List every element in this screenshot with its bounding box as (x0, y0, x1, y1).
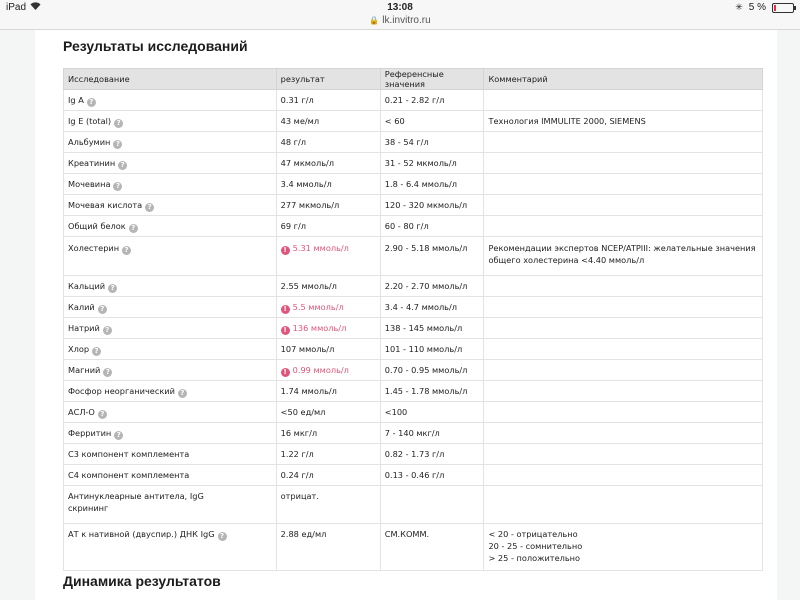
table-row (64, 465, 763, 486)
table-row (64, 486, 763, 524)
reference-cell: 101 - 110 ммоль/л (380, 339, 484, 360)
exclamation-icon: ! (281, 326, 290, 335)
reference-cell: 138 - 145 ммоль/л (380, 318, 484, 339)
test-name: АТ к нативной (двуспир.) ДНК IgG ? (64, 524, 277, 571)
comment-cell (484, 381, 763, 402)
table-row (64, 381, 763, 402)
comment-cell (484, 174, 763, 195)
comment-cell (484, 360, 763, 381)
test-name: С4 компонент комплемента (64, 465, 277, 486)
question-icon[interactable]: ? (87, 98, 96, 107)
result-cell: 107 ммоль/л (276, 339, 380, 360)
comment-cell (484, 402, 763, 423)
table-row (64, 195, 763, 216)
comment-cell (484, 423, 763, 444)
test-name: Калий ? (64, 297, 277, 318)
reference-cell: 31 - 52 мкмоль/л (380, 153, 484, 174)
comment-cell (484, 444, 763, 465)
reference-cell: <100 (380, 402, 484, 423)
table-row (64, 297, 763, 318)
reference-cell: 0.70 - 0.95 ммоль/л (380, 360, 484, 381)
comment-line: > 25 - положительно (488, 553, 581, 563)
reference-cell: 0.82 - 1.73 г/л (380, 444, 484, 465)
reference-cell: 120 - 320 мкмоль/л (380, 195, 484, 216)
test-name: Альбумин ? (64, 132, 277, 153)
comment-cell (484, 276, 763, 297)
question-icon[interactable]: ? (98, 410, 107, 419)
comment-cell (484, 132, 763, 153)
table-row (64, 402, 763, 423)
table-header-row (64, 69, 763, 90)
comment-cell (484, 195, 763, 216)
page-content (35, 30, 777, 600)
test-name: Кальций ? (64, 276, 277, 297)
reference-cell: 1.8 - 6.4 ммоль/л (380, 174, 484, 195)
reference-cell: СМ.КОММ. (380, 524, 484, 571)
address-bar[interactable] (0, 15, 800, 30)
question-icon[interactable]: ? (114, 119, 123, 128)
reference-cell: < 60 (380, 111, 484, 132)
result-cell: 48 г/л (276, 132, 380, 153)
lock-icon: 🔒 (369, 16, 380, 25)
question-icon[interactable]: ? (92, 347, 101, 356)
test-name: АСЛ-О ? (64, 402, 277, 423)
result-cell: 1.22 г/л (276, 444, 380, 465)
section-title-dynamics: Динамика результатов (63, 573, 221, 589)
test-name: Антинуклеарные антитела, IgG скрининг (64, 486, 277, 524)
reference-cell: 60 - 80 г/л (380, 216, 484, 237)
test-name: Хлор ? (64, 339, 277, 360)
question-icon[interactable]: ? (122, 246, 131, 255)
comment-cell (484, 486, 763, 524)
question-icon[interactable]: ? (113, 140, 122, 149)
comment-line: < 20 - отрицательно (488, 529, 578, 539)
reference-cell: 1.45 - 1.78 ммоль/л (380, 381, 484, 402)
test-name: Магний ? (64, 360, 277, 381)
reference-cell: 7 - 140 мкг/л (380, 423, 484, 444)
table-row (64, 423, 763, 444)
battery-icon (772, 3, 794, 13)
comment-cell (484, 339, 763, 360)
test-name: Креатинин ? (64, 153, 277, 174)
question-icon[interactable]: ? (113, 182, 122, 191)
test-name: Фосфор неорганический ? (64, 381, 277, 402)
test-name: Натрий ? (64, 318, 277, 339)
question-icon[interactable]: ? (98, 305, 107, 314)
header-result: результат (276, 69, 380, 90)
result-cell: 0.24 г/л (276, 465, 380, 486)
status-bar (0, 0, 800, 15)
exclamation-icon: ! (281, 305, 290, 314)
result-cell: <50 ед/мл (276, 402, 380, 423)
reference-cell: 38 - 54 г/л (380, 132, 484, 153)
result-cell: 3.4 ммоль/л (276, 174, 380, 195)
reference-cell: 2.20 - 2.70 ммоль/л (380, 276, 484, 297)
comment-cell (484, 524, 763, 571)
table-row (64, 524, 763, 571)
table-row (64, 339, 763, 360)
result-cell: 43 ме/мл (276, 111, 380, 132)
test-name: Общий белок ? (64, 216, 277, 237)
comment-cell (484, 318, 763, 339)
bluetooth-icon: ✳ (735, 2, 743, 12)
comment-cell: Рекомендации экспертов NCEP/ATPIII: желательные значения общего холестерина <4.40 ммоль/л (484, 237, 763, 276)
header-comment: Комментарий (484, 69, 763, 90)
comment-cell (484, 465, 763, 486)
result-cell: 47 мкмоль/л (276, 153, 380, 174)
url-text: lk.invitro.ru (382, 15, 431, 26)
reference-cell: 0.21 - 2.82 г/л (380, 90, 484, 111)
table-row (64, 174, 763, 195)
test-name: Ферритин ? (64, 423, 277, 444)
comment-cell (484, 297, 763, 318)
clock: 13:08 (387, 2, 413, 13)
test-name: С3 компонент комплемента (64, 444, 277, 465)
results-table (63, 68, 763, 571)
device-name: iPad (6, 2, 27, 13)
table-row (64, 318, 763, 339)
result-cell-abnormal: ! 5.31 ммоль/л (276, 237, 380, 276)
question-icon[interactable]: ? (103, 326, 112, 335)
result-cell: 69 г/л (276, 216, 380, 237)
result-cell-abnormal: ! 136 ммоль/л (276, 318, 380, 339)
header-test: Исследование (64, 69, 277, 90)
battery-percent: 5 % (748, 2, 766, 13)
result-cell: отрицат. (276, 486, 380, 524)
result-cell: 16 мкг/л (276, 423, 380, 444)
reference-cell: 3.4 - 4.7 ммоль/л (380, 297, 484, 318)
question-icon[interactable]: ? (103, 368, 112, 377)
table-row (64, 276, 763, 297)
question-icon[interactable]: ? (145, 203, 154, 212)
question-icon[interactable]: ? (218, 532, 227, 541)
table-row (64, 444, 763, 465)
test-name: Холестерин ? (64, 237, 277, 276)
reference-cell: 2.90 - 5.18 ммоль/л (380, 237, 484, 276)
comment-cell: Технология IMMULITE 2000, SIEMENS (484, 111, 763, 132)
test-name: Ig A ? (64, 90, 277, 111)
table-row (64, 90, 763, 111)
reference-cell: 0.13 - 0.46 г/л (380, 465, 484, 486)
question-icon[interactable]: ? (118, 161, 127, 170)
test-name: Мочевина ? (64, 174, 277, 195)
exclamation-icon: ! (281, 246, 290, 255)
question-icon[interactable]: ? (178, 389, 187, 398)
result-cell-abnormal: ! 5.5 ммоль/л (276, 297, 380, 318)
table-row (64, 111, 763, 132)
header-reference: Референсные значения (380, 69, 484, 90)
comment-line: 20 - 25 - сомнительно (488, 541, 583, 551)
comment-cell (484, 153, 763, 174)
page-title: Результаты исследований (63, 38, 248, 54)
test-name: Ig E (total) ? (64, 111, 277, 132)
exclamation-icon: ! (281, 368, 290, 377)
result-cell: 1.74 ммоль/л (276, 381, 380, 402)
table-row (64, 360, 763, 381)
comment-cell (484, 216, 763, 237)
result-cell: 0.31 г/л (276, 90, 380, 111)
test-name: Мочевая кислота ? (64, 195, 277, 216)
table-row (64, 216, 763, 237)
result-cell: 277 мкмоль/л (276, 195, 380, 216)
reference-cell (380, 486, 484, 524)
result-cell: 2.88 ед/мл (276, 524, 380, 571)
comment-cell (484, 90, 763, 111)
result-cell: 2.55 ммоль/л (276, 276, 380, 297)
table-row (64, 237, 763, 276)
table-row (64, 153, 763, 174)
question-icon[interactable]: ? (108, 284, 117, 293)
table-row (64, 132, 763, 153)
question-icon[interactable]: ? (129, 224, 138, 233)
result-cell-abnormal: ! 0.99 ммоль/л (276, 360, 380, 381)
question-icon[interactable]: ? (114, 431, 123, 440)
